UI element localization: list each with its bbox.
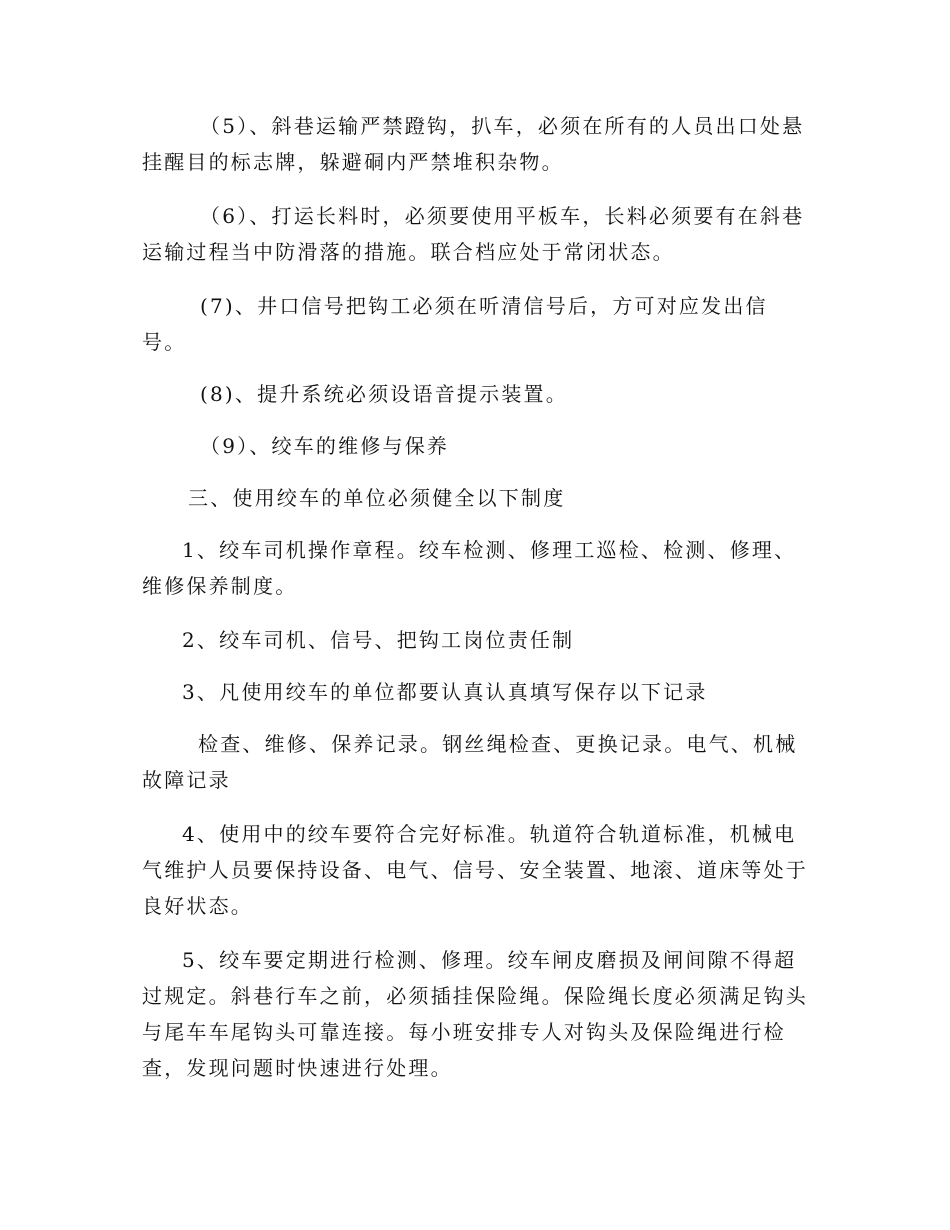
paragraph-item-7: (7)、井口信号把钩工必须在听清信号后，方可对应发出信号。 [142, 294, 768, 354]
paragraph-item-5: （5）、斜巷运输严禁蹬钩，扒车，必须在所有的人员出口处悬挂醒目的标志牌，躲避硐内严禁堆积杂物。 [142, 114, 805, 174]
paragraph-rule-1: 1、绞车司机操作章程。绞车检测、修理工巡检、检测、修理、维修保养制度。 [142, 538, 797, 598]
paragraph-item-9: （9）、绞车的维修与保养 [200, 434, 450, 458]
paragraph-item-8: (8)、提升系统必须设语音提示装置。 [200, 382, 568, 406]
paragraph-rule-5: 5、绞车要定期进行检测、修理。绞车闸皮磨损及闸间隙不得超过规定。斜巷行车之前，必须插挂保险绳。保险绳长度必须满足钩头与尾车车尾钩头可靠连接。每小班安排专人对钩头及保险绳进行检查，发现问题时快速进行处理。 [142, 948, 808, 1080]
document-body [142, 108, 810, 1086]
paragraph-rule-2: 2、绞车司机、信号、把钩工岗位责任制 [182, 628, 575, 652]
paragraph-item-6: （6）、打运长料时，必须要使用平板车，长料必须要有在斜巷运输过程当中防滑落的措施。联合档应处于常闭状态。 [142, 204, 805, 264]
paragraph-rule-4: 4、使用中的绞车要符合完好标准。轨道符合轨道标准，机械电气维护人员要保持设备、电气、信号、安全装置、地滚、道床等处于良好状态。 [142, 822, 808, 918]
paragraph-records-list: 检查、维修、保养记录。钢丝绳检查、更换记录。电气、机械故障记录 [142, 732, 798, 792]
paragraph-rule-3: 3、凡使用绞车的单位都要认真认真填写保存以下记录 [182, 680, 708, 704]
section-heading-3: 三、使用绞车的单位必须健全以下制度 [188, 486, 566, 510]
